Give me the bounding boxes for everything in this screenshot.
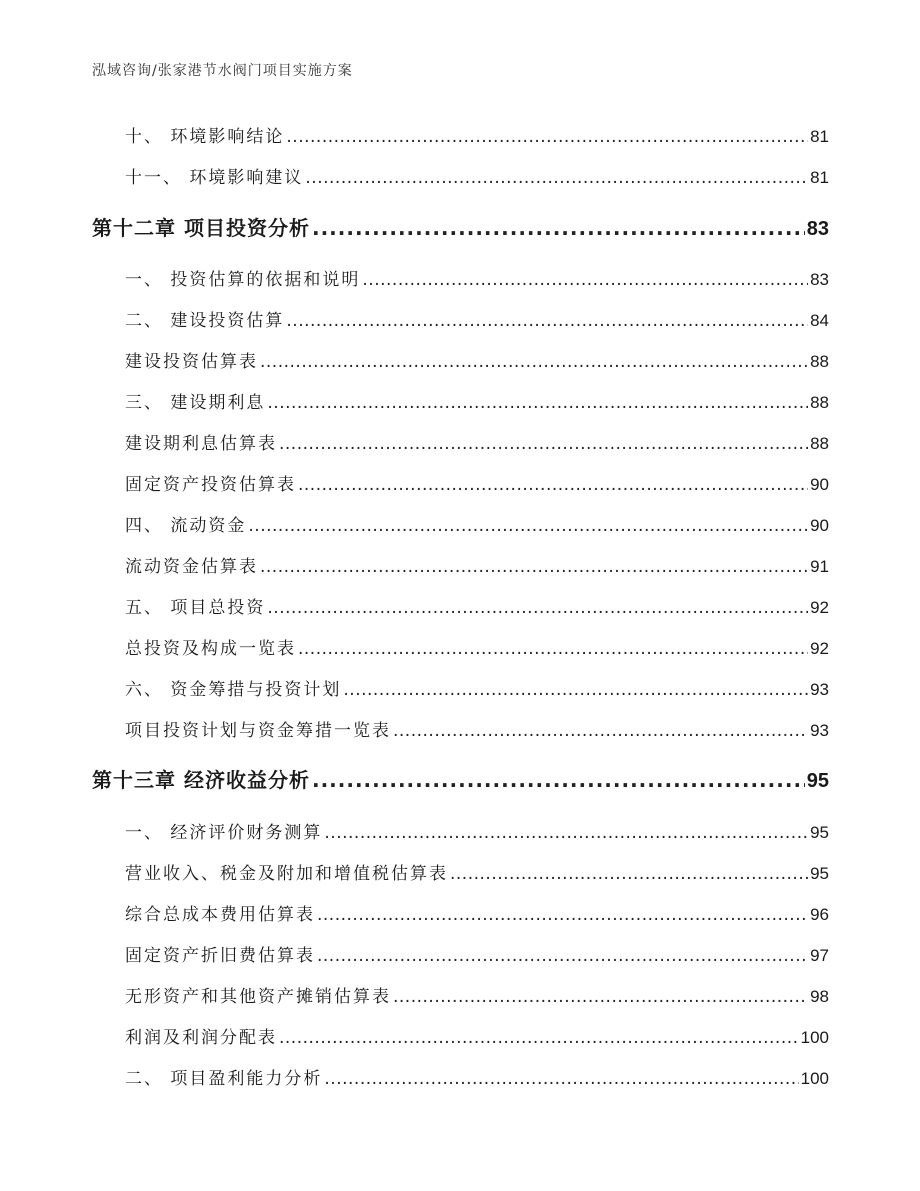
toc-dot-leader xyxy=(279,1028,799,1048)
toc-entry-title: 四、 流动资金 xyxy=(125,516,247,536)
toc-chapter-entry[interactable] xyxy=(92,764,829,793)
toc-entry[interactable] xyxy=(125,593,829,618)
toc-entry-page: 83 xyxy=(810,270,829,289)
page-header: 泓域咨询/张家港节水阀门项目实施方案 xyxy=(92,63,353,79)
toc-dot-leader xyxy=(343,680,808,700)
toc-dot-leader xyxy=(312,768,805,792)
toc-entry-title: 二、 建设投资估算 xyxy=(125,311,285,331)
toc-entry-title: 一、 经济评价财务测算 xyxy=(125,823,323,843)
toc-entry[interactable] xyxy=(125,675,829,700)
toc-dot-leader xyxy=(279,434,808,454)
toc-entry[interactable] xyxy=(125,470,829,495)
toc-entry-page: 92 xyxy=(810,598,829,617)
toc-entry-title: 十、 环境影响结论 xyxy=(125,127,285,147)
toc-dot-leader xyxy=(317,946,808,966)
toc-chapter-entry[interactable] xyxy=(92,212,829,241)
toc-dot-leader xyxy=(324,1069,798,1089)
toc-entry-title: 第十三章 经济收益分析 xyxy=(92,768,310,792)
toc-dot-leader xyxy=(393,721,808,741)
toc-entry[interactable] xyxy=(125,552,829,577)
toc-dot-leader xyxy=(312,216,805,240)
toc-entry-page: 81 xyxy=(810,127,829,146)
toc-entry[interactable] xyxy=(125,818,829,843)
toc-entry-page: 93 xyxy=(810,721,829,740)
toc-entry[interactable] xyxy=(125,163,829,188)
toc-entry[interactable] xyxy=(125,122,829,147)
toc-entry-page: 100 xyxy=(800,1069,829,1088)
toc-entry-title: 建设投资估算表 xyxy=(125,352,258,372)
toc-dot-leader xyxy=(286,127,808,147)
toc-entry-page: 88 xyxy=(810,352,829,371)
toc-entry[interactable] xyxy=(125,634,829,659)
toc-entry-page: 92 xyxy=(810,639,829,658)
toc-entry-title: 项目投资计划与资金筹措一览表 xyxy=(125,721,391,741)
toc-entry-page: 100 xyxy=(800,1028,829,1047)
toc-entry-page: 83 xyxy=(806,218,829,240)
toc-entry[interactable] xyxy=(125,1064,829,1089)
toc-entry[interactable] xyxy=(125,859,829,884)
toc-entry[interactable] xyxy=(125,347,829,372)
toc-entry-title: 三、 建设期利息 xyxy=(125,393,266,413)
toc-entry-page: 90 xyxy=(810,475,829,494)
toc-dot-leader xyxy=(286,311,808,331)
toc-entry-page: 90 xyxy=(810,516,829,535)
toc-entry-title: 固定资产折旧费估算表 xyxy=(125,946,315,966)
toc-dot-leader xyxy=(267,393,808,413)
toc-entry[interactable] xyxy=(125,388,829,413)
toc-entry-page: 96 xyxy=(810,905,829,924)
toc-entry[interactable] xyxy=(125,941,829,966)
toc-dot-leader xyxy=(298,475,808,495)
toc-entry-title: 二、 项目盈利能力分析 xyxy=(125,1069,323,1089)
toc-entry-title: 十一、 环境影响建议 xyxy=(125,168,304,188)
toc-entry[interactable] xyxy=(125,716,829,741)
toc-entry-page: 93 xyxy=(810,680,829,699)
toc-entry-title: 一、 投资估算的依据和说明 xyxy=(125,270,361,290)
toc-dot-leader xyxy=(260,352,808,372)
toc-entry-title: 无形资产和其他资产摊销估算表 xyxy=(125,987,391,1007)
toc-entry-page: 91 xyxy=(810,557,829,576)
toc-entry-title: 第十二章 项目投资分析 xyxy=(92,216,310,240)
toc-dot-leader xyxy=(362,270,808,290)
toc-entry-page: 88 xyxy=(810,393,829,412)
toc-entry-page: 81 xyxy=(810,168,829,187)
toc-dot-leader xyxy=(248,516,808,536)
toc-entry-page: 84 xyxy=(810,311,829,330)
toc-dot-leader xyxy=(260,557,808,577)
toc-dot-leader xyxy=(450,864,808,884)
toc-dot-leader xyxy=(298,639,808,659)
toc-entry[interactable] xyxy=(125,982,829,1007)
toc-entry-page: 98 xyxy=(810,987,829,1006)
toc-entry-title: 固定资产投资估算表 xyxy=(125,475,296,495)
toc-dot-leader xyxy=(393,987,808,1007)
toc-entry-page: 95 xyxy=(810,823,829,842)
toc-entry-title: 流动资金估算表 xyxy=(125,557,258,577)
toc-entry-page: 95 xyxy=(806,770,829,792)
toc-entry-title: 总投资及构成一览表 xyxy=(125,639,296,659)
toc-entry-title: 综合总成本费用估算表 xyxy=(125,905,315,925)
toc-entry-title: 六、 资金筹措与投资计划 xyxy=(125,680,342,700)
toc-entry[interactable] xyxy=(125,900,829,925)
toc-entry-title: 建设期利息估算表 xyxy=(125,434,277,454)
toc-entry[interactable] xyxy=(125,511,829,536)
toc-entry[interactable] xyxy=(125,306,829,331)
toc-entry-title: 五、 项目总投资 xyxy=(125,598,266,618)
toc-entry[interactable] xyxy=(125,265,829,290)
toc-dot-leader xyxy=(267,598,808,618)
toc-dot-leader xyxy=(305,168,808,188)
toc-dot-leader xyxy=(324,823,808,843)
toc-entry-page: 95 xyxy=(810,864,829,883)
toc-dot-leader xyxy=(317,905,808,925)
toc-entry-title: 利润及利润分配表 xyxy=(125,1028,277,1048)
toc-entry-title: 营业收入、税金及附加和增值税估算表 xyxy=(125,864,448,884)
toc-entry[interactable] xyxy=(125,1023,829,1048)
toc-entry-page: 97 xyxy=(810,946,829,965)
toc-entry-page: 88 xyxy=(810,434,829,453)
toc-entry[interactable] xyxy=(125,429,829,454)
